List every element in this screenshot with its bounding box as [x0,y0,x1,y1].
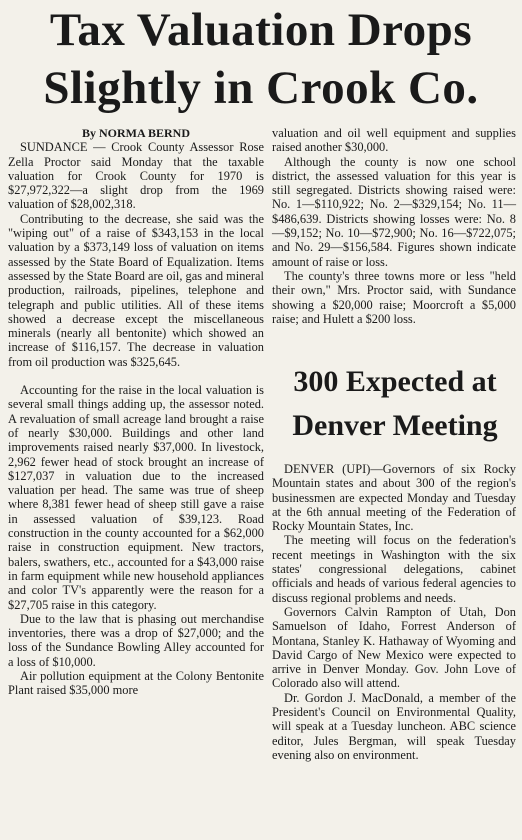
article1-right-column [272,126,516,326]
second-headline [272,362,518,458]
main-headline-line1: Tax Valuation Drops [49,4,473,56]
article2-column [272,462,516,762]
main-headline [0,0,522,128]
article2-paragraph: Dr. Gordon J. MacDonald, a member of the President's Council on Environmental Quality, will speak at a Tuesday luncheon. ABC science editor, Jules Bergman, will speak Tuesday evening also on environment. [272,690,516,762]
article1-paragraph: Air pollution equipment at the Colony Bentonite Plant raised $35,000 more [8,668,264,698]
article1-paragraph: Accounting for the raise in the local valuation is several small things adding up, the assessor noted. A revaluation of small acreage land brought a raise of nearly $30,000. Buildings and other land improvements raised nearly $37,000. In livestock, 2,962 fewer head of stock brought an increase of $127,037 in valuation due to the increased valuation per head. The same was true of sheep where 8,381 fewer head of sheep still gave a raise in assessed valuation of $39,123. Road construction in the county accounted for a $62,000 raise in construction equipment. New tractors, balers, swathers, etc., accounted for a $43,000 raise in farm equipment while new household appliances and color TV's apparently were the reason for a $27,705 raise in this category. [8,383,264,612]
article1-paragraph: Contributing to the decrease, she said was the "wiping out" of a raise of $343,153 in the local valuation by a $373,149 loss of valuation on items assessed by the State Board of Equalization. Items assessed by the State Board are oil, gas and mineral production, railroads, pipelines, telephone and telegraph and public utilities. All of these items showed a decrease except the miscellaneous minerals (nearly all bentonite) which showed an increase of $116,157. The decrease in valuation from oil production was $325,645. [8,211,264,369]
article1-paragraph: SUNDANCE — Crook County Assessor Rose Zella Proctor said Monday that the taxable valuation for Crook County for 1970 is $27,972,322—a slight drop from the 1969 valuation of $28,002,318. [8,140,264,212]
article1-paragraph: Due to the law that is phasing out merchandise inventories, there was a drop of $27,000; and the loss of the Sundance Bowling Alley accounted for a loss of $10,000. [8,611,264,669]
article1-paragraph: Although the county is now one school district, the assessed valuation for this year is still segregated. Districts showing raised were: No. 1—$110,922; No. 2—$329,154; No. 11—$486,639. Districts showing losses were: No. 8—$9,152; No. 10—$72,900; No. 16—$722,075; and No. 29—$156,584. Figures shown indicate amount of raise or loss. [272,154,516,269]
article2-paragraph: DENVER (UPI)—Governors of six Rocky Mountain states and about 300 of the region's businessmen are expected Monday and Tuesday at the 6th annual meeting of the Federation of Rocky Mountain States, Inc. [272,462,516,534]
byline: By NORMA BERND [81,126,190,140]
article2-paragraph: Governors Calvin Rampton of Utah, Don Samuelson of Idaho, Forrest Anderson of Montana, Stanley K. Hathaway of Wyoming and David Cargo of New Mexico were expected to arrive in Denver Monday. Gov. John Love of Colorado also will attend. [272,604,516,691]
second-headline-line2: Denver Meeting [292,409,498,442]
second-headline-line1: 300 Expected at [293,365,497,398]
main-headline-line2: Slightly in Crook Co. [43,62,479,114]
article1-left-column [8,126,264,698]
article1-paragraph: The county's three towns more or less "held their own," Mrs. Proctor said, with Sundance showing a $20,000 raise; Moorcroft a $5,000 raise; and Hulett a $200 loss. [272,268,516,326]
article2-paragraph: The meeting will focus on the federation's recent meetings in Washington with the six states' congressional delegations, cabinet officials and heads of various federal agencies to discuss regional problems and needs. [272,533,516,605]
article1-paragraph: valuation and oil well equipment and supplies raised another $30,000. [272,126,516,155]
